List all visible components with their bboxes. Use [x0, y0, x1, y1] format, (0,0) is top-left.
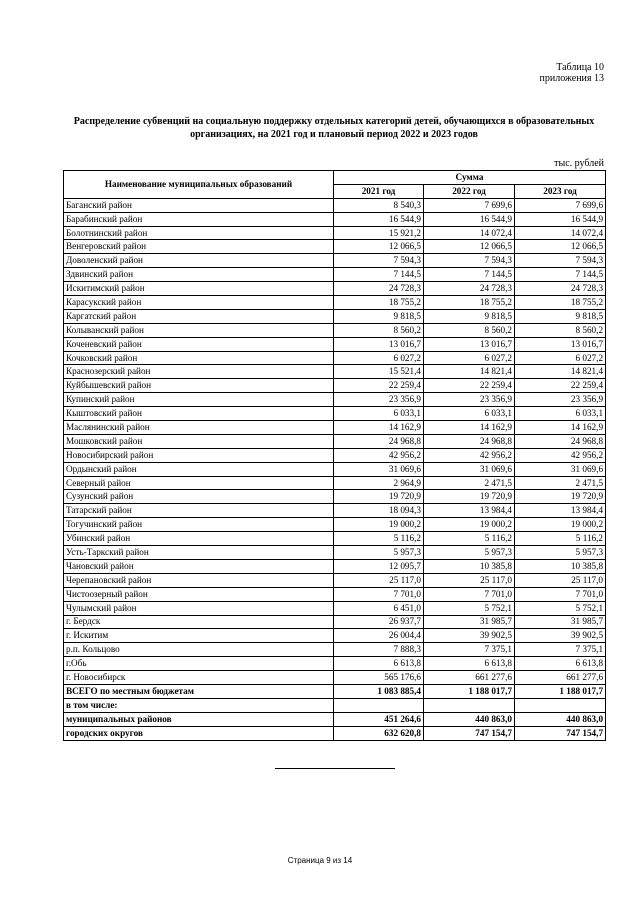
amount-2023: 24 728,3: [515, 282, 606, 296]
amount-2023: 6 033,1: [515, 407, 606, 421]
municipality-name: Карасукский район: [64, 296, 334, 310]
amount-2023: 6 613,8: [515, 657, 606, 671]
amount-2023: 5 752,1: [515, 601, 606, 615]
amount-2022: 16 544,9: [424, 212, 515, 226]
amount-2022: 2 471,5: [424, 476, 515, 490]
subtotal-row: [64, 712, 606, 726]
amount-2022: 14 072,4: [424, 226, 515, 240]
amount-2023: 19 720,9: [515, 490, 606, 504]
amount-2021: 19 720,9: [334, 490, 424, 504]
amount-2023: 31 985,7: [515, 615, 606, 629]
amount-2023: 16 544,9: [515, 212, 606, 226]
amount-2022: 440 863,0: [424, 712, 515, 726]
amount-2022: 24 968,8: [424, 434, 515, 448]
table-row: [64, 212, 606, 226]
page-title: [64, 115, 604, 141]
municipality-name: Кочковский район: [64, 351, 334, 365]
amount-2023: 12 066,5: [515, 240, 606, 254]
amount-2021: 7 888,3: [334, 643, 424, 657]
amount-2022: 6 613,8: [424, 657, 515, 671]
amount-2021: 16 544,9: [334, 212, 424, 226]
amount-2023: 5 116,2: [515, 532, 606, 546]
amount-2021: 18 094,3: [334, 504, 424, 518]
municipality-name: Куйбышевский район: [64, 379, 334, 393]
table-row: [64, 657, 606, 671]
table-row: [64, 490, 606, 504]
table-row: [64, 309, 606, 323]
municipality-name: р.п. Кольцово: [64, 643, 334, 657]
amount-2022: 23 356,9: [424, 393, 515, 407]
amount-2023: 661 277,6: [515, 671, 606, 685]
amount-2021: 8 560,2: [334, 323, 424, 337]
column-header-2023: 2023 год: [515, 184, 606, 198]
municipality-name: Искитимский район: [64, 282, 334, 296]
page-number: Страница 9 из 14: [287, 856, 353, 865]
amount-2023: 7 701,0: [515, 587, 606, 601]
municipality-name: Здвинский район: [64, 268, 334, 282]
amount-2021: 2 964,9: [334, 476, 424, 490]
amount-2022: 24 728,3: [424, 282, 515, 296]
table-row: [64, 448, 606, 462]
municipality-name: г. Бердск: [64, 615, 334, 629]
amount-2022: 13 016,7: [424, 337, 515, 351]
municipality-name: Маслянинский район: [64, 421, 334, 435]
municipality-name: Усть-Таркский район: [64, 546, 334, 560]
table-row: [64, 546, 606, 560]
municipality-name: Мошковский район: [64, 434, 334, 448]
amount-2021: 7 144,5: [334, 268, 424, 282]
municipality-name: Чистоозерный район: [64, 587, 334, 601]
municipality-name: Доволенский район: [64, 254, 334, 268]
amount-2021: 25 117,0: [334, 573, 424, 587]
municipality-name: г. Новосибирск: [64, 671, 334, 685]
amount-2022: 5 116,2: [424, 532, 515, 546]
table-row: [64, 198, 606, 212]
amount-2023: 22 259,4: [515, 379, 606, 393]
amount-2021: 6 613,8: [334, 657, 424, 671]
amount-2023: 7 144,5: [515, 268, 606, 282]
title-line-1: Распределение субвенций на социальную поддержку отдельных категорий детей, обучающихся в образовательных: [73, 116, 595, 127]
amount-2022: 39 902,5: [424, 629, 515, 643]
amount-2023: 14 072,4: [515, 226, 606, 240]
table-row: [64, 559, 606, 573]
table-row: [64, 379, 606, 393]
amount-2021: 15 521,4: [334, 365, 424, 379]
table-row: [64, 643, 606, 657]
table-row: [64, 421, 606, 435]
table-row: [64, 629, 606, 643]
municipality-name: Чановский район: [64, 559, 334, 573]
amount-2021: 1 083 885,4: [334, 684, 424, 698]
amount-2021: 632 620,8: [334, 726, 424, 740]
table-caption: [540, 62, 604, 84]
amount-2022: 7 594,3: [424, 254, 515, 268]
amount-2022: 5 957,3: [424, 546, 515, 560]
amount-2023: 42 956,2: [515, 448, 606, 462]
table-row: [64, 532, 606, 546]
amount-2022: 8 560,2: [424, 323, 515, 337]
amount-2023: 9 818,5: [515, 309, 606, 323]
amount-2021: 7 594,3: [334, 254, 424, 268]
amount-2022: 7 701,0: [424, 587, 515, 601]
amount-2021: 12 066,5: [334, 240, 424, 254]
separator-line: [275, 768, 395, 769]
amount-2023: 8 560,2: [515, 323, 606, 337]
municipality-name: Коченевский район: [64, 337, 334, 351]
municipality-name: г.Обь: [64, 657, 334, 671]
amount-2023: 24 968,8: [515, 434, 606, 448]
amount-2021: 26 004,4: [334, 629, 424, 643]
table-row: [64, 351, 606, 365]
amount-2021: 24 728,3: [334, 282, 424, 296]
amount-2022: 9 818,5: [424, 309, 515, 323]
subtotal-row: [64, 726, 606, 740]
amount-2021: 6 027,2: [334, 351, 424, 365]
amount-2021: 9 818,5: [334, 309, 424, 323]
amount-2023: 18 755,2: [515, 296, 606, 310]
amount-2023: 1 188 017,7: [515, 684, 606, 698]
amount-2021: 18 755,2: [334, 296, 424, 310]
amount-2021: 5 116,2: [334, 532, 424, 546]
column-header-sum: Сумма: [334, 171, 606, 185]
amount-2022: 661 277,6: [424, 671, 515, 685]
amount-2023: 7 699,6: [515, 198, 606, 212]
amount-2023: 5 957,3: [515, 546, 606, 560]
column-header-2021: 2021 год: [334, 184, 424, 198]
municipality-name: Ордынский район: [64, 462, 334, 476]
amount-2022: 19 000,2: [424, 518, 515, 532]
empty-cell: [424, 698, 515, 712]
amount-2021: 42 956,2: [334, 448, 424, 462]
municipality-name: Северный район: [64, 476, 334, 490]
amount-2021: 13 016,7: [334, 337, 424, 351]
municipality-name: Новосибирский район: [64, 448, 334, 462]
amount-2022: 13 984,4: [424, 504, 515, 518]
municipality-name: Баганский район: [64, 198, 334, 212]
municipality-name: Венгеровский район: [64, 240, 334, 254]
including-row: [64, 698, 606, 712]
amount-2022: 7 144,5: [424, 268, 515, 282]
amount-2022: 10 385,8: [424, 559, 515, 573]
amount-2021: 7 701,0: [334, 587, 424, 601]
table-row: [64, 268, 606, 282]
amount-2022: 31 985,7: [424, 615, 515, 629]
amount-2023: 23 356,9: [515, 393, 606, 407]
amount-2021: 23 356,9: [334, 393, 424, 407]
amount-2023: 39 902,5: [515, 629, 606, 643]
municipality-name: муниципальных районов: [64, 712, 334, 726]
table-row: [64, 407, 606, 421]
amount-2022: 7 699,6: [424, 198, 515, 212]
municipality-name: Колыванский район: [64, 323, 334, 337]
table-row: [64, 504, 606, 518]
total-row: [64, 684, 606, 698]
amount-2021: 12 095,7: [334, 559, 424, 573]
amount-2021: 24 968,8: [334, 434, 424, 448]
amount-2023: 7 594,3: [515, 254, 606, 268]
municipality-name: г. Искитим: [64, 629, 334, 643]
amount-2022: 6 033,1: [424, 407, 515, 421]
amount-2022: 14 162,9: [424, 421, 515, 435]
subsidy-table: [63, 170, 606, 741]
amount-2022: 6 027,2: [424, 351, 515, 365]
amount-2021: 6 033,1: [334, 407, 424, 421]
table-row: [64, 337, 606, 351]
municipality-name: Черепановский район: [64, 573, 334, 587]
municipality-name: Болотнинский район: [64, 226, 334, 240]
amount-2021: 565 176,6: [334, 671, 424, 685]
amount-2023: 25 117,0: [515, 573, 606, 587]
table-row: [64, 226, 606, 240]
municipality-name: Чулымский район: [64, 601, 334, 615]
amount-2022: 1 188 017,7: [424, 684, 515, 698]
table-row: [64, 393, 606, 407]
municipality-name: Купинский район: [64, 393, 334, 407]
municipality-name: Татарский район: [64, 504, 334, 518]
amount-2021: 451 264,6: [334, 712, 424, 726]
amount-2023: 13 984,4: [515, 504, 606, 518]
amount-2023: 2 471,5: [515, 476, 606, 490]
amount-2022: 7 375,1: [424, 643, 515, 657]
table-row: [64, 601, 606, 615]
municipality-name: Убинский район: [64, 532, 334, 546]
municipality-name: Тогучинский район: [64, 518, 334, 532]
amount-2021: 6 451,0: [334, 601, 424, 615]
amount-2021: 19 000,2: [334, 518, 424, 532]
table-row: [64, 671, 606, 685]
amount-2021: 5 957,3: [334, 546, 424, 560]
municipality-name: городских округов: [64, 726, 334, 740]
column-header-name: Наименование муниципальных образований: [64, 171, 334, 199]
including-label: в том числе:: [64, 698, 334, 712]
table-row: [64, 587, 606, 601]
table-row: [64, 518, 606, 532]
table-row: [64, 296, 606, 310]
appendix-number: приложения 13: [539, 73, 604, 84]
amount-2023: 13 016,7: [515, 337, 606, 351]
municipality-name: Барабинский район: [64, 212, 334, 226]
amount-2021: 26 937,7: [334, 615, 424, 629]
amount-2022: 747 154,7: [424, 726, 515, 740]
table-row: [64, 462, 606, 476]
amount-2023: 19 000,2: [515, 518, 606, 532]
amount-2023: 747 154,7: [515, 726, 606, 740]
amount-2022: 31 069,6: [424, 462, 515, 476]
amount-2023: 31 069,6: [515, 462, 606, 476]
amount-2022: 14 821,4: [424, 365, 515, 379]
title-line-2: организациях, на 2021 год и плановый период 2022 и 2023 годов: [190, 129, 478, 140]
table-row: [64, 240, 606, 254]
empty-cell: [334, 698, 424, 712]
table-row: [64, 573, 606, 587]
table-row: [64, 434, 606, 448]
amount-2022: 18 755,2: [424, 296, 515, 310]
municipality-name: Сузунский район: [64, 490, 334, 504]
amount-2022: 19 720,9: [424, 490, 515, 504]
amount-2022: 22 259,4: [424, 379, 515, 393]
amount-2021: 22 259,4: [334, 379, 424, 393]
table-row: [64, 323, 606, 337]
table-row: [64, 282, 606, 296]
municipality-name: Кыштовский район: [64, 407, 334, 421]
amount-2023: 14 821,4: [515, 365, 606, 379]
amount-2023: 10 385,8: [515, 559, 606, 573]
amount-2023: 6 027,2: [515, 351, 606, 365]
amount-2021: 14 162,9: [334, 421, 424, 435]
empty-cell: [515, 698, 606, 712]
amount-2022: 12 066,5: [424, 240, 515, 254]
amount-2023: 14 162,9: [515, 421, 606, 435]
table-row: [64, 365, 606, 379]
table-number: Таблица 10: [556, 62, 604, 73]
municipality-name: ВСЕГО по местным бюджетам: [64, 684, 334, 698]
amount-2022: 5 752,1: [424, 601, 515, 615]
municipality-name: Краснозерский район: [64, 365, 334, 379]
table-body: [64, 198, 606, 740]
amount-2022: 25 117,0: [424, 573, 515, 587]
table-row: [64, 476, 606, 490]
amount-2021: 15 921,2: [334, 226, 424, 240]
amount-2022: 42 956,2: [424, 448, 515, 462]
units-label: тыс. рублей: [554, 158, 604, 169]
amount-2021: 8 540,3: [334, 198, 424, 212]
municipality-name: Каргатский район: [64, 309, 334, 323]
table-row: [64, 615, 606, 629]
amount-2021: 31 069,6: [334, 462, 424, 476]
table-row: [64, 254, 606, 268]
amount-2023: 7 375,1: [515, 643, 606, 657]
column-header-2022: 2022 год: [424, 184, 515, 198]
amount-2023: 440 863,0: [515, 712, 606, 726]
